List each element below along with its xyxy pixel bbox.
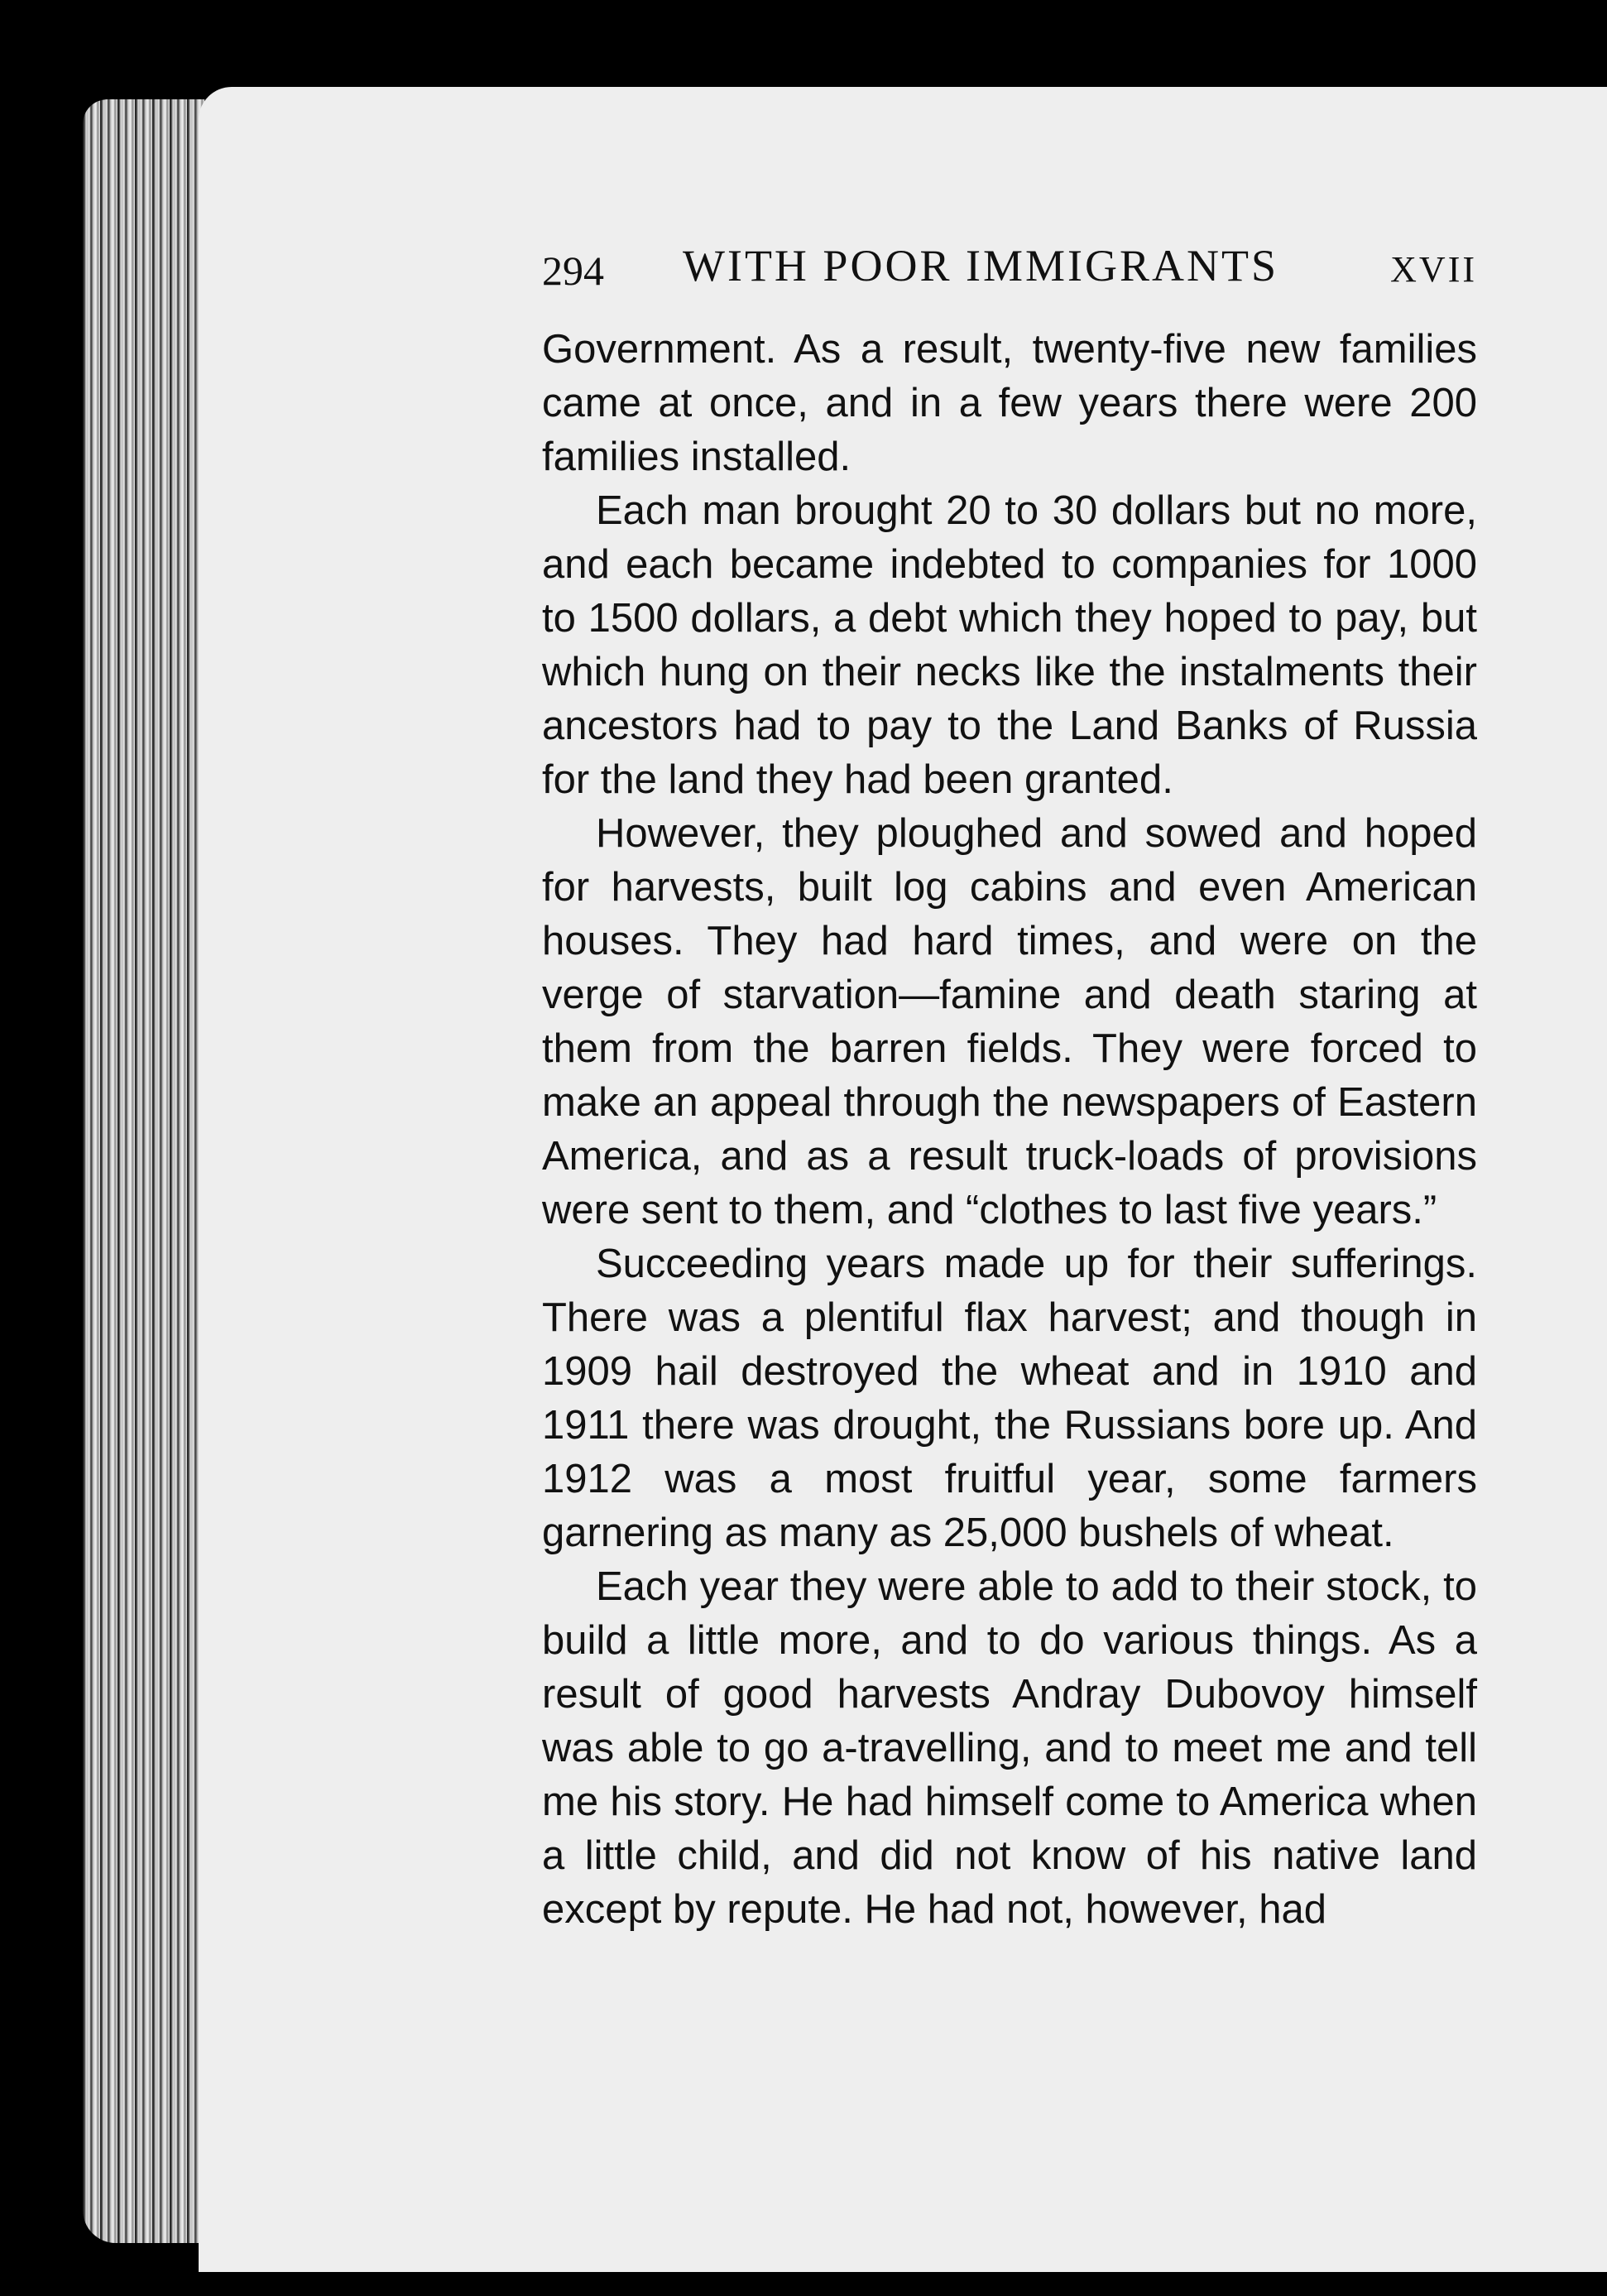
paragraph-4: Succeeding years made up for their sufferings. There was a plentiful flax harvest; and though in 1909 hail destroyed the wheat and in 1910 and 1911 there was drought, the Russians bore up. And 1912 was a most fruitful year, some farmers garnering as many as 25,000 bushels of wheat. — [542, 1242, 1477, 1555]
page-number: 294 — [542, 247, 604, 294]
chapter-numeral: XVII — [1390, 249, 1477, 290]
page-header — [542, 240, 1477, 298]
running-title: WITH POOR IMMIGRANTS — [683, 241, 1278, 291]
paragraph-2: Each man brought 20 to 30 dollars but no more, and each became indebted to companies for 1000 to 1500 dollars, a debt which they hoped to pay, but which hung on their necks like the instalments their ancestors had to pay to the Land Banks of Russia for the land they had been granted. — [542, 488, 1477, 802]
paragraph-5: Each year they were able to add to their stock, to build a little more, and to do various things. As a result of good harvests Andray Dubovoy himself was able to go a-travelling, and to meet me and tell me his story. He had himself come to America when a little child, and did not know of his native land except by repute. He had not, however, had — [542, 1564, 1477, 1932]
body-text — [542, 323, 1477, 1937]
paragraph-1: Government. As a result, twenty-five new families came at once, and in a few years there were 200 families installed. — [542, 327, 1477, 479]
paragraph-3: However, they ploughed and sowed and hoped for harvests, built log cabins and even American houses. They had hard times, and were on the verge of starvation—famine and death staring at them from the barren fields. They were forced to make an appeal through the newspapers of Eastern America, and as a result truck-loads of provisions were sent to them, and “clothes to last five years.” — [542, 811, 1477, 1232]
